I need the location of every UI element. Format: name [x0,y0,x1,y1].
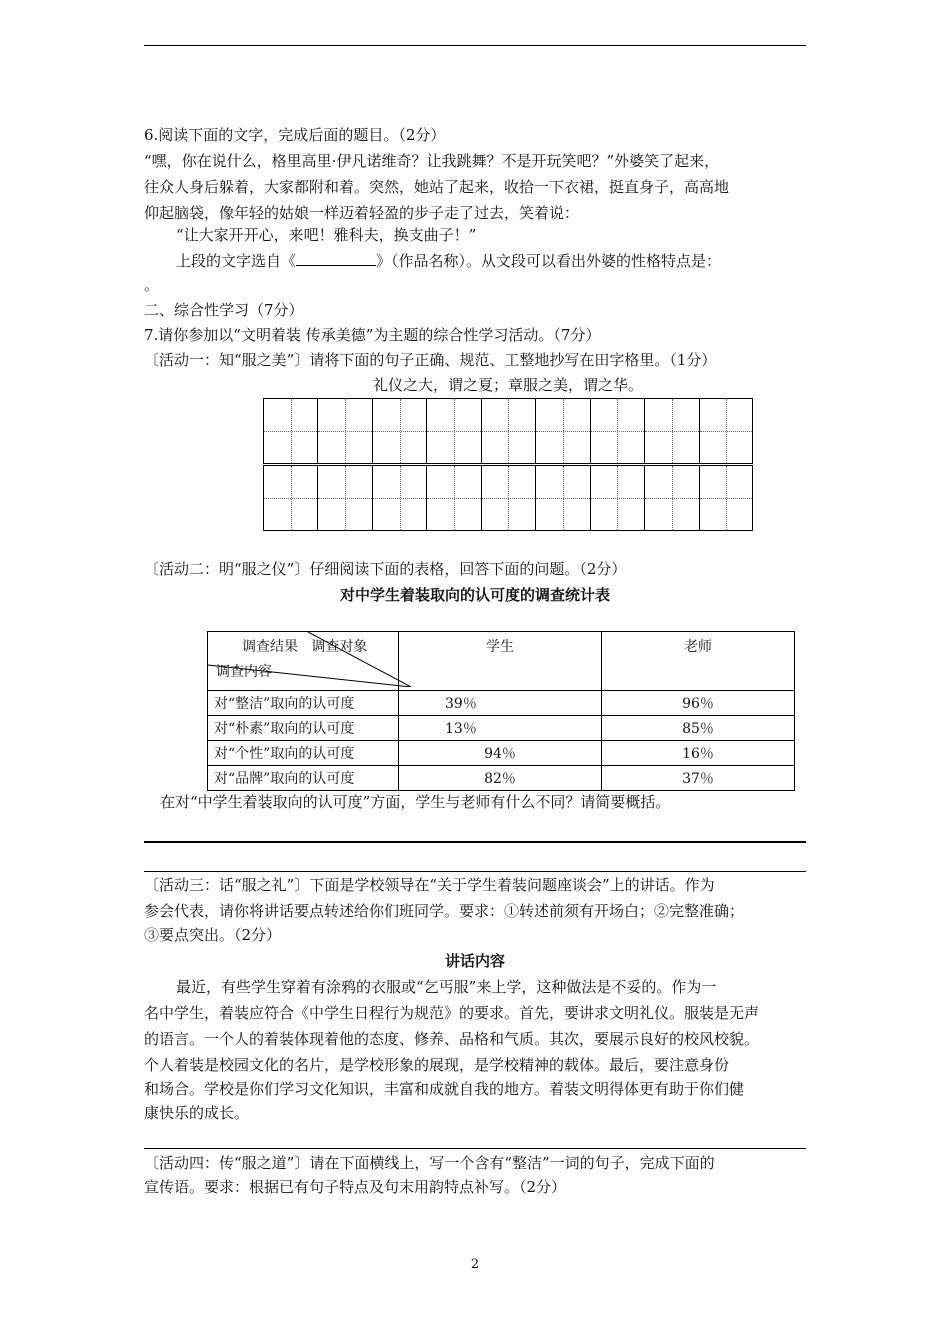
header-content: 调查内容 [216,664,272,680]
grid-cell[interactable] [426,398,480,464]
survey-table [207,631,795,791]
table-row [208,716,795,741]
grid-cell[interactable] [644,465,698,531]
header-result-object [242,636,367,656]
grid-cell[interactable] [372,465,426,531]
speech-line-4: 个人着装是校园文化的名片，是学校形象的展现，是学校精神的载体。最后，要注意身份 [144,1056,730,1074]
row-label: 对“品牌”取向的认可度 [208,766,399,791]
teacher-value: 16％ [602,741,795,766]
speech-line-1: 最近，有些学生穿着有涂鸦的衣服或“乞丐服”来上学，这种做法是不妥的。作为一 [176,978,717,996]
speech-line-6: 康快乐的成长。 [144,1104,250,1122]
q6-answer-end: 。 [144,276,160,294]
activity-2-question: 在对“中学生着装取向的认可度”方面，学生与老师有什么不同？请简要概括。 [160,793,671,811]
q6-passage-quote: “让大家开开心，来吧！雅科夫，换支曲子！” [176,226,477,244]
activity-3-line-3: ③要点突出。（2分） [144,926,282,944]
q7-title: 7.请你参加以“文明着装 传承美德”为主题的综合性学习活动。（7分） [144,326,601,344]
activity-2-title: 〔活动二：明“服之仪”〕仔细阅读下面的表格，回答下面的问题。（2分） [144,560,627,578]
q6-passage-line-1: “嘿，你在说什么，格里高里·伊凡诺维奇？让我跳舞？不是开玩笑吧？”外婆笑了起来， [144,152,720,170]
q6-question [176,248,806,274]
activity-1-title: 〔活动一：知“服之美”〕请将下面的句子正确、规范、工整地抄写在田字格里。（1分） [144,351,717,369]
diagonal-header-cell [208,632,399,691]
row-label: 对“整洁”取向的认可度 [208,691,399,716]
page-number: 2 [470,1257,480,1272]
q6-title: 6.阅读下面的文字，完成后面的题目。（2分） [144,126,446,144]
grid-cell[interactable] [535,398,589,464]
column-header-teacher: 老师 [602,632,795,691]
activity-4-line-1: 〔活动四：传“服之道”〕请在下面横线上，写一个含有“整洁”一词的句子，完成下面的 [144,1154,715,1172]
q6-passage-line-2: 往众人身后躲着，大家都附和着。突然，她站了起来，收拾一下衣裙，挺直身子，高高地 [144,178,730,196]
activity-4-line-2: 宣传语。要求：根据已有句子特点及句末用韵特点补写。（2分） [144,1178,567,1196]
row-label: 对“个性”取向的认可度 [208,741,399,766]
grid-cell[interactable] [317,465,371,531]
table-row [208,766,795,791]
grid-cell[interactable] [426,465,480,531]
q6-passage-line-3: 仰起脑袋，像年轻的姑娘一样迈着轻盈的步子走了过去，笑着说： [144,204,580,222]
grid-cell[interactable] [644,398,698,464]
q6-question-part-a: 上段的文字选自《 [176,252,297,270]
student-value: 39％ [399,691,602,716]
speech-line-2: 名中学生，着装应符合《中学生日程行为规范》的要求。首先，要讲求文明礼仪。服装是无声 [144,1004,760,1022]
speech-line-3: 的语言。一个人的着装体现着他的态度、修养、品格和气质。其次，要展示良好的校风校貌。 [144,1030,760,1048]
header-rule [144,45,806,46]
grid-cell[interactable] [481,465,535,531]
grid-row-2 [263,465,753,531]
teacher-value: 37％ [602,766,795,791]
grid-cell[interactable] [699,398,753,464]
work-title-blank[interactable] [296,249,376,266]
grid-cell[interactable] [481,398,535,464]
student-value: 94％ [399,741,602,766]
tianzige-grid [263,398,753,531]
column-header-student: 学生 [399,632,602,691]
table-row [208,741,795,766]
grid-cell[interactable] [317,398,371,464]
survey-table-title: 对中学生着装取向的认可度的调查统计表 [339,586,610,604]
activity-3-line-2: 参会代表，请你将讲话要点转述给你们班同学。要求：①转述前须有开场白；②完整准确； [144,902,745,920]
section-2-title: 二、综合性学习（7分） [144,301,304,319]
speech-line-5: 和场合。学校是你们学习文化知识，丰富和成就自我的地方。着装文明得体更有助于你们健 [144,1080,745,1098]
grid-cell[interactable] [590,465,644,531]
table-row [208,691,795,716]
grid-row-1 [263,398,753,464]
answer-line-thick[interactable] [144,841,806,843]
row-label: 对“朴素”取向的认可度 [208,716,399,741]
activity-3-line-1: 〔活动三：话“服之礼”〕下面是学校领导在“关于学生着装问题座谈会”上的讲话。作为 [144,876,715,894]
grid-cell[interactable] [263,465,317,531]
answer-line[interactable] [144,1148,806,1149]
student-value: 82％ [399,766,602,791]
header-result: 调查结果 [242,639,298,655]
teacher-value: 96％ [602,691,795,716]
teacher-value: 85％ [602,716,795,741]
grid-cell[interactable] [699,465,753,531]
grid-cell[interactable] [372,398,426,464]
grid-cell[interactable] [263,398,317,464]
grid-cell[interactable] [535,465,589,531]
q6-question-part-b: 》（作品名称）。从文段可以看出外婆的性格特点是： [376,252,722,270]
student-value: 13％ [399,716,602,741]
speech-title: 讲话内容 [444,952,505,970]
grid-cell[interactable] [590,398,644,464]
activity-1-sentence: 礼仪之大，谓之夏；章服之美，谓之华。 [372,376,643,394]
survey-table-header-row [208,632,795,691]
header-object: 调查对象 [311,639,368,655]
